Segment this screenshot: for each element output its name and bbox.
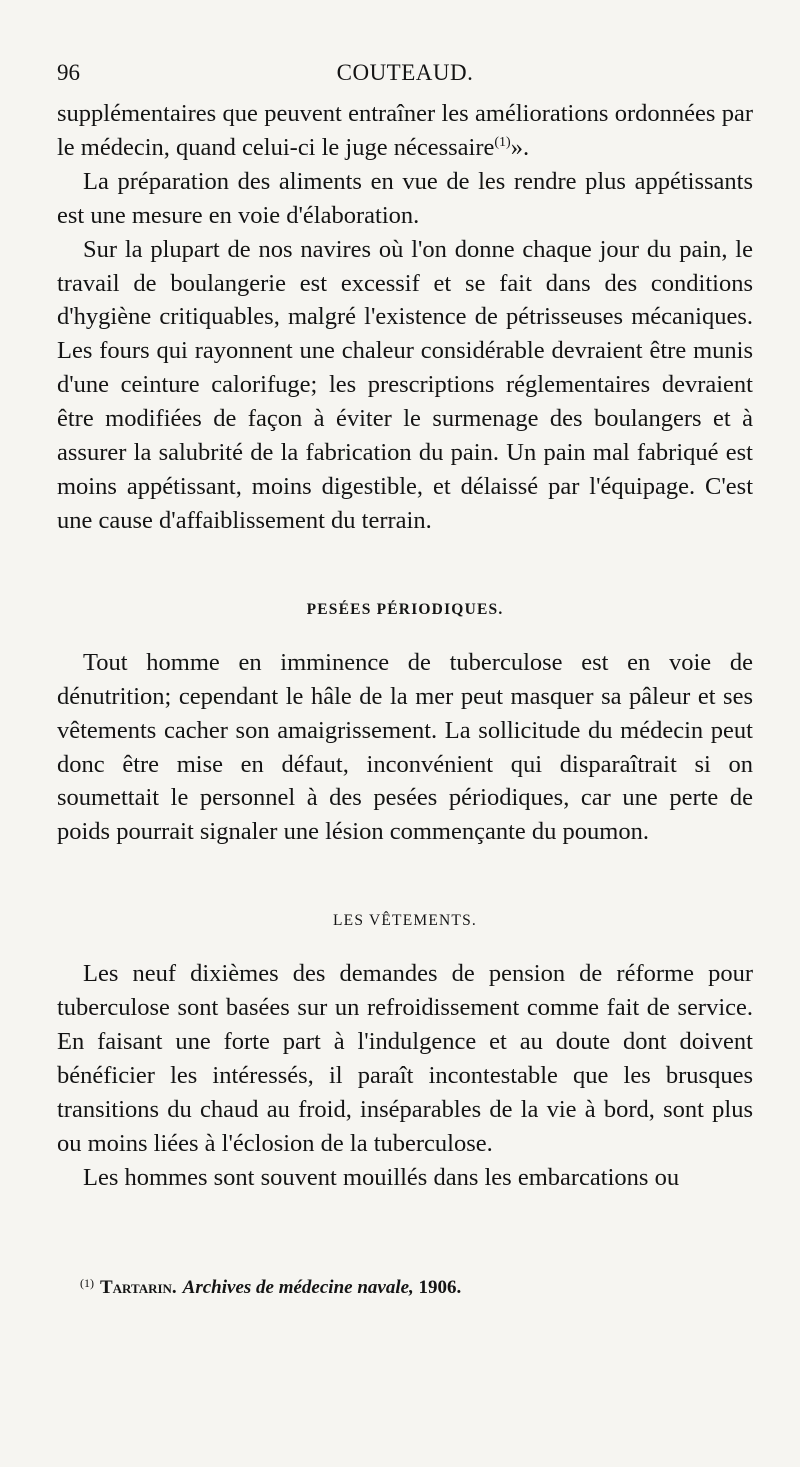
paragraph-text: supplémentaires que peuvent entraîner les améliorations ordonnées par le médecin, quand celui-ci le juge nécessaire [57, 100, 753, 161]
running-title: COUTEAUD. [336, 60, 474, 85]
footnote-reference: (1) [494, 134, 511, 150]
footnote-author: Tartarin. [100, 1277, 177, 1298]
footnote [80, 1270, 753, 1301]
paragraph-food-preparation: La préparation des aliments en vue de les rendre plus appétissants est une mesure en voie d'élaboration. [57, 167, 753, 229]
running-head [57, 56, 753, 90]
paragraph-clothing: Les neuf dixièmes des demandes de pension de réforme pour tuberculose sont basées sur un refroidissement comme fait de service. En faisant une forte part à l'indulgence et au doute dont doivent bénéficier les intéressés, il paraît incontestable que les brusques transitions du chaud au froid, inséparables de la vie à bord, sont plus ou moins liées à l'éclosion de la tuberculose. [57, 960, 753, 1157]
paragraph-weighings: Tout homme en imminence de tuberculose est en voie de dénutrition; cependant le hâle de la mer peut masquer sa pâleur et ses vêtements cacher son amaigrissement. La sollicitude du médecin peut donc être mise en défaut, inconvénient qui disparaîtrait si on soumettait le personnel à des pesées périodiques, car une perte de poids pourrait signaler une lésion commençante du poumon. [57, 648, 753, 846]
paragraph-clothing-continued: Les hommes sont souvent mouillés dans les embarcations ou [83, 1163, 680, 1191]
section-heading-weighings: PESÉES PÉRIODIQUES. [306, 600, 504, 618]
body-text [57, 97, 753, 1195]
paragraph-end: ». [510, 133, 530, 161]
footnote-mark: (1) [80, 1276, 94, 1290]
paragraph-continuation [57, 97, 753, 165]
page-number: 96 [57, 60, 80, 85]
footnote-title: Archives de médecine navale, [182, 1277, 414, 1298]
paragraph-bakery: Sur la plupart de nos navires où l'on donne chaque jour du pain, le travail de boulangerie est excessif et se fait dans des conditions d'hygiène critiquables, malgré l'existence de pétrisseuses mécaniques. Les fours qui rayonnent une chaleur considérable devraient être munis d'une ceinture calorifuge; les prescriptions réglementaires devraient être modifiées de façon à éviter le surmenage des boulangers et à assurer la salubrité de la fabrication du pain. Un pain mal fabriqué est moins appétissant, moins digestible, et délaissé par l'équipage. C'est une cause d'affaiblissement du terrain. [57, 235, 753, 534]
section-heading-clothing: LES VÊTEMENTS. [333, 912, 477, 930]
footnote-year: 1906. [418, 1277, 462, 1298]
